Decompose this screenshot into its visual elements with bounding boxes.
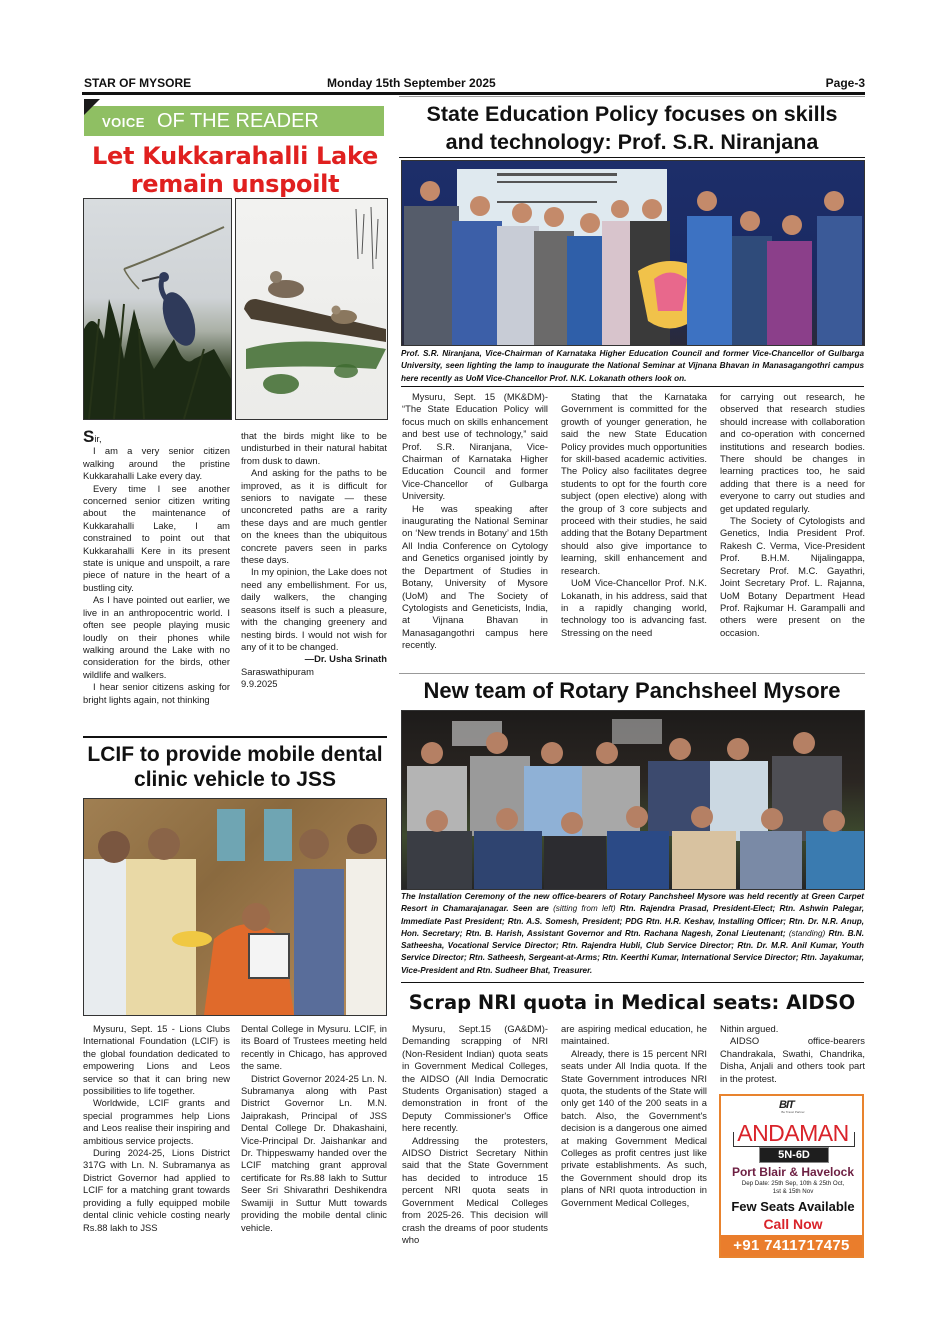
lcif-photo: [83, 798, 387, 1016]
headline-line-1: LCIF to provide mobile dental: [87, 743, 383, 766]
letter-signature: —Dr. Usha Srinath: [304, 653, 387, 665]
paragraph: Worldwide, LCIF grants and special programmes help Lions and Leos realise their inspiring and ambitious service projects.: [83, 1097, 230, 1146]
rotary-photo: [401, 710, 865, 890]
dates-line-1: Dep Date: 25th Sep, 10th & 25th Oct,: [741, 1180, 845, 1187]
paragraph: that the birds might like to be undisturbed in their natural habitat from dusk to dawn.: [241, 430, 387, 466]
education-photo-caption: Prof. S.R. Niranjana, Vice-Chairman of Karnataka Higher Education Council and former Vice-Chancellor of Gulbarga University, seen lighting the lamp to inaugurate the National Seminar at Vijnana Bhavan in Manasagangothri campus here recently as UoM Vice-Chancellor Prof. N.K. Lokanath others look on.: [401, 349, 864, 383]
issue-date: Monday 15th September 2025: [327, 76, 496, 90]
paragraph: District Governor 2024-25 Ln. N. Subramanya along with Past District Governor Ln. M.N. Jaiprakash, Principal of JSS Dental College Dr. Dhakashaini, Vice-Principal Dr. Jaishankar and Dr. Thippeswamy handed over the LCIF matching grant approval certificate for Rs.88 lakh to Suttur Seer Sri Shivarathri Deshikendra Swamiji in Suttur Mutt towards providing the mobile dental clinic vehicle.: [241, 1072, 387, 1233]
ad-phone-number[interactable]: +91 7411717475: [721, 1235, 862, 1256]
lcif-headline: [82, 742, 388, 792]
lcif-column-2: [241, 1023, 387, 1234]
letter-column-1: [83, 427, 230, 706]
travel-agency-logo: [779, 1100, 807, 1114]
education-column-1: [402, 391, 548, 652]
paper-name: STAR OF MYSORE: [84, 76, 192, 90]
paragraph: Mysuru, Sept. 15 (MK&DM)- “The State Education Policy will focus much on skills enhancement and best use of technology,” said Prof. S.R. Niranjana, Vice-Chairman of Karnataka Higher Education Council and former Vice-Chancellor of Gulbarga University.: [402, 391, 548, 502]
education-photo-illustration: [402, 161, 864, 345]
heron-photo: [83, 198, 232, 420]
of-the-reader-label: OF THE READER: [157, 110, 319, 132]
education-column-3: [720, 391, 865, 639]
paragraph: Already, there is 15 percent NRI seats under All India quota. If the State Government introduces NRI quota, the students of the State will only get 140 of the 200 seats in a batch. Also, the Government's decision is a dangerous one aimed at making Government Medical Colleges as profit centres just like private establishments. As such, the Government should drop its plans of NRI quota introduction in Government Medical Colleges,: [561, 1047, 707, 1208]
headline-line-1: State Education Policy focuses on skills: [426, 102, 838, 126]
voice-label: VOICE: [102, 115, 145, 130]
ducks-illustration: [236, 199, 387, 419]
education-column-2: [561, 391, 707, 639]
ad-duration: 5N-6D: [759, 1147, 829, 1163]
nri-column-2: [561, 1023, 707, 1209]
paragraph: Every time I see another concerned senior citizen writing about the maintenance of Kukkarahalli Lake, I am constrained to point out that Kukkarahalli Kere in its present state is unique and unspoilt, a rare piece of nature in the heart of a bustling city.: [83, 482, 230, 593]
paragraph: And asking for the paths to be improved, as it is difficult for seniors to navigate — these unconcreted paths are a rarity these days and are much gentler on the knees than the ubiquitous concrete pavers seen in parks these days.: [241, 467, 387, 566]
paragraph: Mysuru, Sept.15 (GA&DM)- Demanding scrapping of NRI (Non-Resident Indian) quota seats in Government Medical Colleges, the AIDSO (All India Democratic Students Organisation) staged a demonstration in front of the Deputy Commissioner's Office here recently.: [402, 1023, 548, 1134]
heron-illustration: [84, 199, 231, 419]
section-divider: [399, 96, 865, 97]
voice-of-reader-banner: [84, 106, 384, 136]
paragraph: He was speaking after inaugurating the National Seminar on ‘New trends in Botany’ and 15th All India Conference on Cytology and Genetics organised jointly by the Department of Studies in Botany, University of Mysore (UoM) and The Society of Cytologists and Geneticists, India, at Vijnana Bhavan in Manasagangothri campus here recently.: [402, 502, 548, 651]
nri-column-1: [402, 1023, 548, 1246]
dates-line-2: 1st & 15th Nov: [772, 1188, 814, 1195]
letter-headline: [82, 142, 388, 198]
paragraph: are aspiring medical education, he maintained.: [561, 1023, 707, 1047]
corner-tab-icon: [84, 99, 100, 115]
paragraph: Dental College in Mysuru. LCIF, in its Board of Trustees meeting held recently in Chicago, has approved the same.: [241, 1023, 387, 1072]
ad-title: ANDAMAN: [737, 1120, 849, 1146]
headline-line-2: and technology: Prof. S.R. Niranjana: [445, 130, 819, 154]
paragraph: I am a very senior citizen walking around the pristine Kukkarahalli Lake every day.: [83, 445, 230, 482]
ad-call-now[interactable]: Call Now: [763, 1216, 823, 1232]
lcif-column-1: [83, 1023, 230, 1234]
andaman-tour-advert[interactable]: [719, 1094, 864, 1258]
caption-rule: [401, 982, 864, 983]
section-divider: [399, 673, 865, 674]
letter-date: 9.9.2025: [241, 678, 278, 690]
caption-rule: [401, 386, 864, 387]
letter-column-2: [241, 430, 387, 691]
page-number: Page-3: [825, 76, 865, 90]
paragraph: for carrying out research, he observed that research studies should increase with collaboration and co-operation with concerned institutions and research bodies. There should be changes in learning practices too, he said adding that there is a need for everyone to carry out studies and get updated regularly.: [720, 391, 865, 514]
caption-lead: The Installation Ceremony of the new office-bearers of Rotary Panchsheel Mysore was held recently at Green Carpet Resort in Chamarajanagar. Seen are: [401, 892, 864, 914]
headline-line-2: remain unspoilt: [130, 170, 340, 198]
ad-departure-dates: [723, 1180, 863, 1196]
caption-sitting-note: (sitting from left): [553, 904, 616, 914]
nri-column-3: [720, 1023, 865, 1085]
paragraph: In my opinion, the Lake does not need any embellishment. For us, daily walkers, the changing seasons itself is such a pleasure, with the changing greenery and nesting birds. I would not wish for any of it to be changed.: [241, 566, 387, 652]
nri-headline: Scrap NRI quota in Medical seats: AIDSO: [408, 991, 856, 1014]
paragraph: Addressing the protesters, AIDSO District Secretary Nithin said that the State Government has decided to introduce 15 percent NRI quota seats in Government Medical Colleges from 2025-26. This decision will crash the dreams of poor students who: [402, 1134, 548, 1245]
rotary-headline: New team of Rotary Panchsheel Mysore: [423, 678, 841, 703]
ad-availability: Few Seats Available: [731, 1199, 855, 1214]
education-photo: [401, 160, 865, 346]
paragraph: AIDSO office-bearers Chandrakala, Swathi, Chandrika, Disha, Anjali and others took part in the protest.: [720, 1035, 865, 1084]
masthead: [82, 74, 865, 92]
masthead-rule: [82, 92, 865, 95]
lcif-photo-illustration: [84, 799, 386, 1015]
headline-line-2: clinic vehicle to JSS: [134, 768, 336, 791]
caption-standing-names: Rtn. B.N. Satheesha, Vocational Service Director; Rtn. Rajendra Hubli, Club Service Director; Rtn. Dr. M.R. Anil Kumar, Youth Service Director; Rtn. Satheesh, Sergeant-at-Arms; Rtn. Keerthi Kumar, International Service Director; Rtn. Jayakumar, Vice-President and Rtn. Sudheer Bhat, Treasurer.: [401, 928, 864, 975]
paragraph: Mysuru, Sept. 15 - Lions Clubs International Foundation (LCIF) is the global foundation dedicated to empowering Lions and Leos service so that it can bring new possibilities to life together.: [83, 1023, 230, 1097]
paragraph: Nithin argued.: [720, 1023, 779, 1034]
education-headline: [398, 100, 866, 156]
paragraph: UoM Vice-Chancellor Prof. N.K. Lokanath, in his address, said that in a rapidly changing world, technology too is advancing fast. Stressing on the need: [561, 577, 707, 638]
paragraph: The Society of Cytologists and Genetics, India President Prof. Rakesh C. Verma, Vice-President Prof. B.H.M. Nijalingappa, Secretary Prof. M.C. Gayathri, Joint Secretary Prof. L. Rajanna, UoM Botany Department Head Prof. Rajkumar H. Garampalli and others were present on the occasion.: [720, 515, 865, 638]
salutation: ir,: [94, 433, 102, 444]
paragraph: During 2024-25, Lions District 317G with Ln. N. Subramanya as District Governor had applied to LCIF for a matching grant towards providing a fully equipped mobile dental clinic vehicle costing nearly Rs.88 lakh to JSS: [83, 1147, 230, 1233]
caption-standing-note: (standing): [788, 928, 826, 938]
paragraph: Stating that the Karnataka Government is committed for the growth of younger generation, he said the new State Education Policy provides much opportunities for skill-based academic activities. The Policy also facilitates degree students to opt for the fourth core subject (open elective) along with the group of 3 core subjects and proceed with their studies, he said adding that the Botany Department should also give importance to learning, skill enhancement and research.: [561, 391, 707, 576]
section-divider: [83, 736, 387, 738]
paragraph: I hear senior citizens asking for bright lights again, not thinking: [83, 681, 230, 705]
headline-line-1: Let Kukkarahalli Lake: [92, 142, 378, 170]
caption-sitting-names: Rtn. Rajendra Prasad, President-Elect; Rtn. Ashwin Palegar, Immediate Past President; Rtn. A.S. Somesh, President; PDG Rtn. H.R. Keshav, Installing Officer; Rtn. Dr. N.R. Anup, Hon. Secretary; Rtn. B. Harish, Assistant Governor and Rtn. Rachana Nagesh, Zonal Lieutenant;: [401, 904, 864, 938]
ducks-photo: [235, 198, 388, 420]
rotary-photo-caption: [401, 891, 864, 977]
logo-text: BIT: [779, 1099, 794, 1111]
rotary-photo-illustration: [402, 711, 864, 889]
ad-destinations: Port Blair & Havelock: [731, 1165, 855, 1179]
letter-place: Saraswathipuram: [241, 665, 314, 677]
dropcap: S: [83, 427, 95, 446]
section-divider: [399, 157, 865, 158]
paragraph: As I have pointed out earlier, we live in an anthropocentric world. I often see people playing music loudly on their phones while walking around the Lake with no consideration for the birds, other wildlife and walkers.: [83, 594, 230, 680]
logo-tagline: Be Travel Partner: [781, 1110, 805, 1114]
